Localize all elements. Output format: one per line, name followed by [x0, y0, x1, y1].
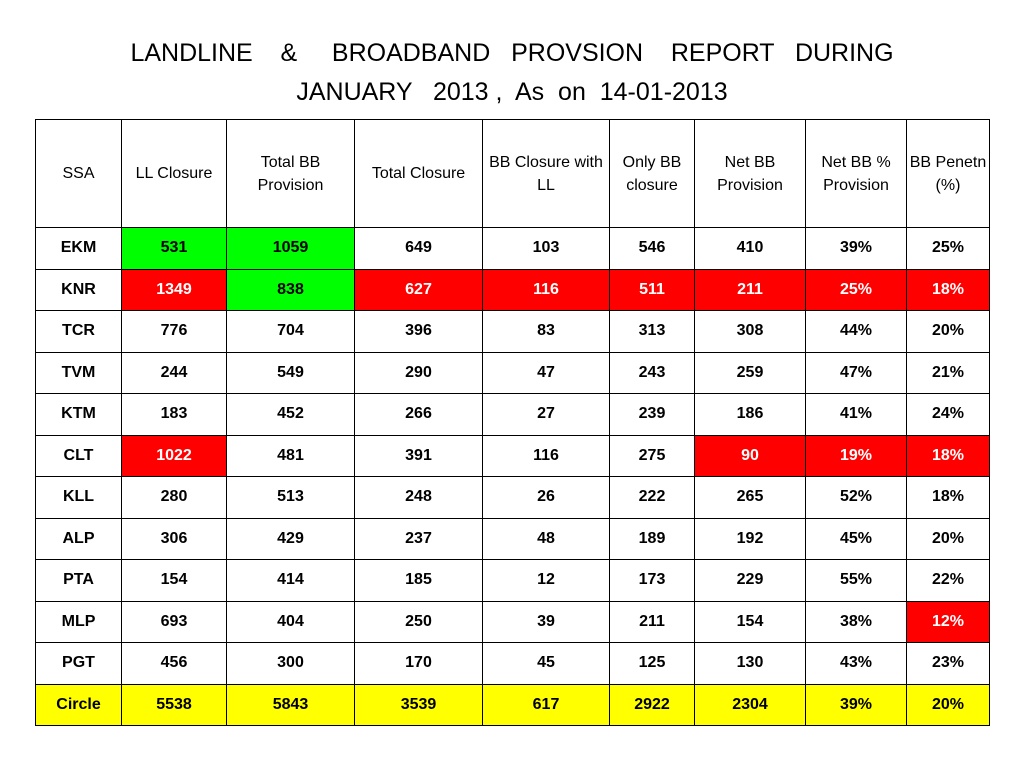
cell-total-bb-provision: 1059: [227, 228, 355, 270]
header-ssa: SSA: [36, 120, 122, 228]
cell-only-bb-closure: 125: [610, 643, 695, 685]
cell-ll-closure: 776: [122, 311, 227, 353]
total-cell-net-bb-provision: 2304: [695, 684, 806, 726]
cell-net-bb-percent-provision: 44%: [806, 311, 907, 353]
cell-only-bb-closure: 173: [610, 560, 695, 602]
title-line-2: JANUARY 2013 , As on 14-01-2013: [296, 78, 728, 106]
table-row: [36, 477, 990, 519]
cell-bb-penetration: 24%: [907, 394, 990, 436]
cell-ll-closure: 183: [122, 394, 227, 436]
cell-net-bb-percent-provision: 25%: [806, 269, 907, 311]
cell-total-bb-provision: 704: [227, 311, 355, 353]
cell-ll-closure: 280: [122, 477, 227, 519]
cell-total-closure: 250: [355, 601, 483, 643]
cell-ll-closure: 154: [122, 560, 227, 602]
cell-total-closure: 170: [355, 643, 483, 685]
cell-ll-closure: 244: [122, 352, 227, 394]
cell-bb-closure-with-ll: 83: [483, 311, 610, 353]
cell-bb-penetration: 25%: [907, 228, 990, 270]
cell-total-bb-provision: 404: [227, 601, 355, 643]
cell-net-bb-provision: 308: [695, 311, 806, 353]
cell-net-bb-provision: 211: [695, 269, 806, 311]
cell-ll-closure: 306: [122, 518, 227, 560]
cell-net-bb-provision: 90: [695, 435, 806, 477]
cell-only-bb-closure: 222: [610, 477, 695, 519]
cell-total-closure: 396: [355, 311, 483, 353]
table-body: [36, 228, 990, 726]
header-total-closure: Total Closure: [355, 120, 483, 228]
cell-bb-closure-with-ll: 26: [483, 477, 610, 519]
cell-net-bb-percent-provision: 19%: [806, 435, 907, 477]
table-row: [36, 518, 990, 560]
cell-only-bb-closure: 243: [610, 352, 695, 394]
cell-bb-penetration: 20%: [907, 518, 990, 560]
cell-bb-closure-with-ll: 27: [483, 394, 610, 436]
cell-net-bb-percent-provision: 45%: [806, 518, 907, 560]
cell-net-bb-percent-provision: 52%: [806, 477, 907, 519]
cell-bb-penetration: 23%: [907, 643, 990, 685]
cell-only-bb-closure: 313: [610, 311, 695, 353]
cell-bb-closure-with-ll: 12: [483, 560, 610, 602]
cell-only-bb-closure: 511: [610, 269, 695, 311]
title-line-1: LANDLINE & BROADBAND PROVSION REPORT DURING: [130, 39, 894, 67]
cell-total-bb-provision: 838: [227, 269, 355, 311]
total-label-cell: Circle: [36, 684, 122, 726]
cell-total-closure: 649: [355, 228, 483, 270]
ssa-cell: CLT: [36, 435, 122, 477]
ssa-cell: KTM: [36, 394, 122, 436]
ssa-cell: PTA: [36, 560, 122, 602]
cell-bb-closure-with-ll: 47: [483, 352, 610, 394]
cell-net-bb-percent-provision: 39%: [806, 228, 907, 270]
ssa-cell: TVM: [36, 352, 122, 394]
table-row: [36, 228, 990, 270]
cell-net-bb-provision: 186: [695, 394, 806, 436]
cell-bb-penetration: 18%: [907, 269, 990, 311]
cell-only-bb-closure: 189: [610, 518, 695, 560]
table-row: [36, 311, 990, 353]
cell-ll-closure: 1349: [122, 269, 227, 311]
ssa-cell: MLP: [36, 601, 122, 643]
ssa-cell: KLL: [36, 477, 122, 519]
cell-net-bb-provision: 154: [695, 601, 806, 643]
header-total-bb-provision: Total BB Provision: [227, 120, 355, 228]
ssa-cell: PGT: [36, 643, 122, 685]
cell-bb-closure-with-ll: 48: [483, 518, 610, 560]
cell-total-bb-provision: 452: [227, 394, 355, 436]
cell-bb-penetration: 18%: [907, 477, 990, 519]
cell-total-closure: 248: [355, 477, 483, 519]
cell-net-bb-provision: 130: [695, 643, 806, 685]
cell-net-bb-provision: 192: [695, 518, 806, 560]
cell-total-closure: 266: [355, 394, 483, 436]
table-row: [36, 560, 990, 602]
ssa-cell: EKM: [36, 228, 122, 270]
header-ll-closure: LL Closure: [122, 120, 227, 228]
cell-net-bb-provision: 259: [695, 352, 806, 394]
cell-net-bb-percent-provision: 43%: [806, 643, 907, 685]
header-bb-penetration: BB Penetn (%): [907, 120, 990, 228]
table-row: [36, 269, 990, 311]
header-bb-closure-with-ll: BB Closure with LL: [483, 120, 610, 228]
cell-net-bb-percent-provision: 55%: [806, 560, 907, 602]
cell-total-bb-provision: 481: [227, 435, 355, 477]
cell-bb-closure-with-ll: 45: [483, 643, 610, 685]
header-only-bb-closure: Only BB closure: [610, 120, 695, 228]
table-row: [36, 352, 990, 394]
cell-total-bb-provision: 513: [227, 477, 355, 519]
cell-only-bb-closure: 211: [610, 601, 695, 643]
cell-net-bb-provision: 229: [695, 560, 806, 602]
cell-ll-closure: 693: [122, 601, 227, 643]
ssa-cell: TCR: [36, 311, 122, 353]
cell-bb-penetration: 12%: [907, 601, 990, 643]
cell-total-bb-provision: 549: [227, 352, 355, 394]
cell-net-bb-provision: 265: [695, 477, 806, 519]
cell-bb-penetration: 18%: [907, 435, 990, 477]
cell-total-closure: 185: [355, 560, 483, 602]
total-cell-net-bb-percent-provision: 39%: [806, 684, 907, 726]
page-title: [40, 34, 984, 112]
cell-total-bb-provision: 300: [227, 643, 355, 685]
total-cell-bb-closure-with-ll: 617: [483, 684, 610, 726]
cell-net-bb-percent-provision: 38%: [806, 601, 907, 643]
provision-report-table: [35, 119, 990, 726]
total-cell-only-bb-closure: 2922: [610, 684, 695, 726]
header-net-bb-percent-provision: Net BB % Provision: [806, 120, 907, 228]
cell-bb-closure-with-ll: 103: [483, 228, 610, 270]
cell-bb-closure-with-ll: 39: [483, 601, 610, 643]
table-row: [36, 435, 990, 477]
cell-ll-closure: 531: [122, 228, 227, 270]
cell-total-closure: 237: [355, 518, 483, 560]
total-cell-total-closure: 3539: [355, 684, 483, 726]
cell-total-closure: 391: [355, 435, 483, 477]
cell-bb-penetration: 20%: [907, 311, 990, 353]
ssa-cell: ALP: [36, 518, 122, 560]
cell-total-bb-provision: 414: [227, 560, 355, 602]
cell-ll-closure: 456: [122, 643, 227, 685]
total-cell-total-bb-provision: 5843: [227, 684, 355, 726]
cell-bb-closure-with-ll: 116: [483, 269, 610, 311]
header-row: [36, 120, 990, 228]
cell-bb-closure-with-ll: 116: [483, 435, 610, 477]
total-row: [36, 684, 990, 726]
cell-bb-penetration: 21%: [907, 352, 990, 394]
total-cell-ll-closure: 5538: [122, 684, 227, 726]
cell-net-bb-provision: 410: [695, 228, 806, 270]
table-row: [36, 601, 990, 643]
table-row: [36, 394, 990, 436]
cell-net-bb-percent-provision: 41%: [806, 394, 907, 436]
cell-bb-penetration: 22%: [907, 560, 990, 602]
cell-only-bb-closure: 546: [610, 228, 695, 270]
cell-net-bb-percent-provision: 47%: [806, 352, 907, 394]
ssa-cell: KNR: [36, 269, 122, 311]
cell-only-bb-closure: 239: [610, 394, 695, 436]
cell-total-bb-provision: 429: [227, 518, 355, 560]
total-cell-bb-penetration: 20%: [907, 684, 990, 726]
cell-only-bb-closure: 275: [610, 435, 695, 477]
header-net-bb-provision: Net BB Provision: [695, 120, 806, 228]
cell-total-closure: 290: [355, 352, 483, 394]
cell-total-closure: 627: [355, 269, 483, 311]
cell-ll-closure: 1022: [122, 435, 227, 477]
table-row: [36, 643, 990, 685]
